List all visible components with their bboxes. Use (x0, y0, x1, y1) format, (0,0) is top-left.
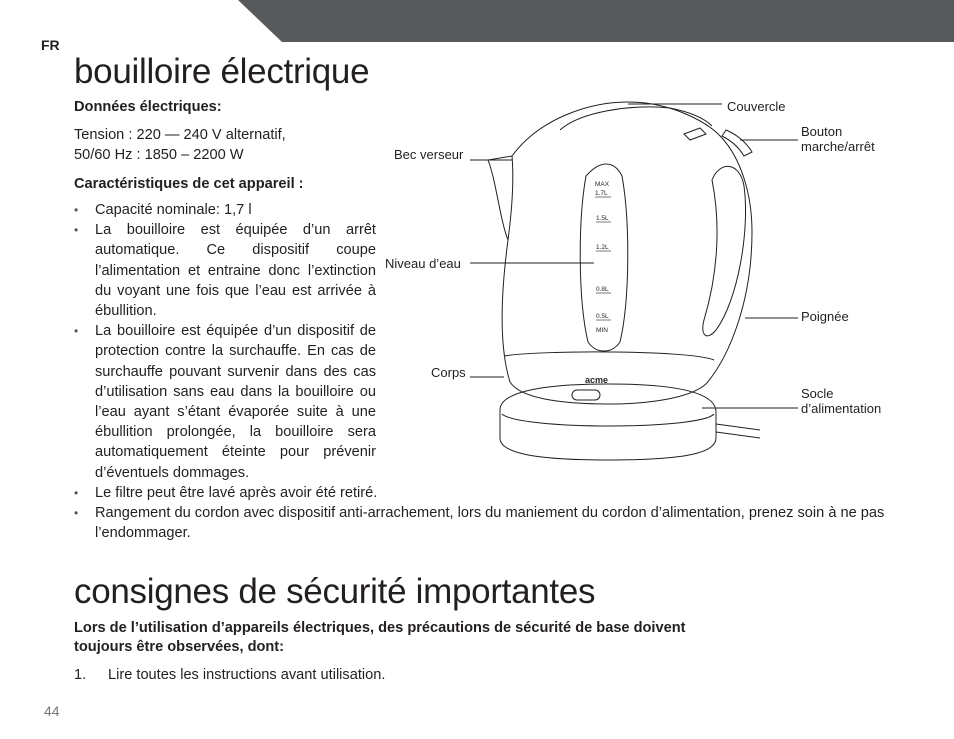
safety-intro-line1: Lors de l’utilisation d’appareils électriques, des précautions de sécurité de base doivent (74, 620, 686, 636)
safety-item (74, 665, 385, 685)
handle-shape (703, 166, 746, 335)
gauge-0-5: 0.5L (596, 313, 609, 320)
gauge-0-8: 0.8L (596, 286, 609, 293)
bullet-icon: • (74, 223, 79, 238)
gauge-1-7: 1.7L (595, 190, 608, 197)
gauge-1-2: 1.2L (596, 244, 609, 251)
item-text: Lire toutes les instructions avant utilisation. (108, 667, 386, 683)
label-button-line2: marche/arrêt (801, 139, 875, 154)
label-lid: Couvercle (727, 99, 786, 114)
item-number: 1. (74, 667, 87, 683)
label-water-level: Niveau d’eau (385, 256, 461, 271)
spout-shape (488, 156, 512, 240)
page-number: 44 (44, 703, 60, 719)
bullet-icon: • (74, 485, 79, 500)
gauge-1-5: 1.5L (596, 215, 609, 222)
label-base-line2: d’alimentation (801, 401, 882, 416)
feature-item: • La bouilloire est équipée d’un dispositif de protection contre la surchauffe. En cas de surchauffe pouvant survenir dans des cas d’utilisation sans eau dans la bouilloire ou l’eau ayant s’étant évaporée suite à une ébullition prolongée, la bouilloire sera automatiquement éteinte pour prévenir d’éventuels dommages. (74, 323, 376, 481)
feature-item: • La bouilloire est équipée d’un arrêt automatique. Ce dispositif coupe l’alimentation et entraine donc l’extinction du voyant une fois que l’eau est arrivée à ébullition. (74, 222, 376, 320)
label-body: Corps (431, 365, 466, 380)
language-tag: FR (41, 37, 60, 53)
label-spout: Bec verseur (394, 147, 464, 162)
section-title-safety: consignes de sécurité importantes (74, 572, 596, 611)
features-heading: Caractéristiques de cet appareil : (74, 176, 304, 192)
label-handle: Poignée (801, 309, 849, 324)
voltage-line-2: 50/60 Hz : 1850 – 2200 W (74, 147, 244, 163)
bullet-icon: • (74, 506, 79, 521)
feature-item: • Capacité nominale: 1,7 l (74, 200, 376, 220)
gauge-max: MAX (595, 181, 610, 188)
label-base-line1: Socle (801, 386, 834, 401)
safety-intro-line2: toujours être observées, dont: (74, 639, 285, 655)
lid-shape (560, 107, 712, 130)
voltage-line-1: Tension : 220 — 240 V alternatif, (74, 127, 286, 143)
feature-item: • Le filtre peut être lavé après avoir été retiré. (74, 483, 907, 503)
kettle-body-shape (502, 102, 752, 404)
gauge-min: MIN (596, 327, 608, 334)
section-title-kettle: bouilloire électrique (74, 52, 370, 91)
bullet-icon: • (74, 324, 79, 339)
brand-logo: acme (585, 375, 609, 385)
bullet-icon: • (74, 203, 79, 217)
label-button-line1: Bouton (801, 124, 843, 139)
feature-item: • Rangement du cordon avec dispositif anti-arrachement, lors du maniement du cordon d’alimentation, prenez soin à ne pas l’endommager. (74, 505, 885, 542)
header-band (0, 0, 954, 42)
power-cord (716, 424, 760, 438)
electrical-heading: Données électriques: (74, 99, 222, 115)
